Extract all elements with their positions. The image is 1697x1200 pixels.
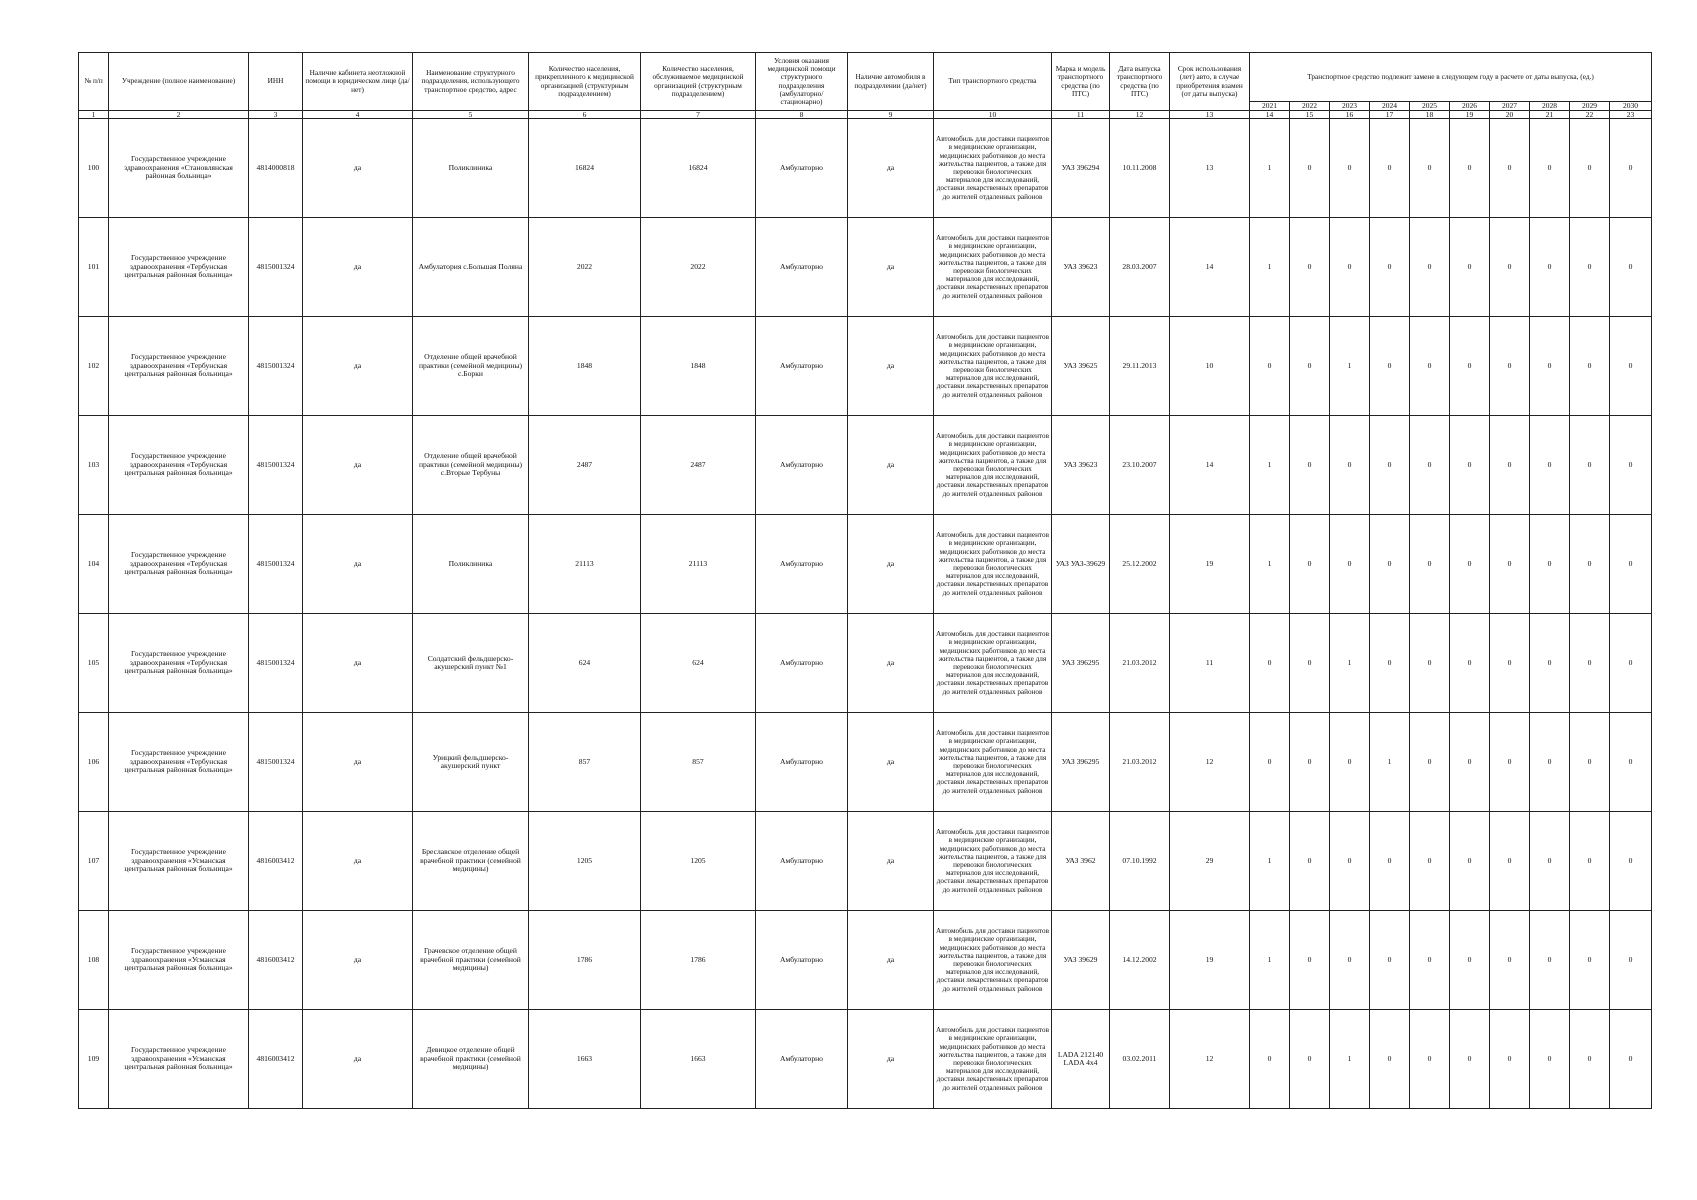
cell-replacement-2030: 0 <box>1610 614 1652 713</box>
cell-attached-population: 1848 <box>529 317 641 416</box>
column-number: 18 <box>1410 111 1450 119</box>
cell-replacement-2026: 0 <box>1450 317 1490 416</box>
cell-replacement-2024: 0 <box>1370 416 1410 515</box>
cell-replacement-2028: 0 <box>1530 119 1570 218</box>
cell-manufacture-date: 29.11.2013 <box>1110 317 1170 416</box>
column-number: 17 <box>1370 111 1410 119</box>
cell-row-number: 105 <box>79 614 109 713</box>
header-year-2025: 2025 <box>1410 102 1450 111</box>
cell-vehicle-brand: УАЗ УАЗ-39629 <box>1052 515 1110 614</box>
table-row <box>79 515 1652 614</box>
cell-manufacture-date: 25.12.2002 <box>1110 515 1170 614</box>
cell-unit-name: Поликлиника <box>413 515 529 614</box>
cell-replacement-2029: 0 <box>1570 119 1610 218</box>
cell-replacement-2029: 0 <box>1570 416 1610 515</box>
cell-unit-name: Грачевское отделение общей врачебной практики (семейной медицины) <box>413 911 529 1010</box>
column-number: 20 <box>1490 111 1530 119</box>
cell-replacement-2022: 0 <box>1290 317 1330 416</box>
column-number: 21 <box>1530 111 1570 119</box>
cell-care-conditions: Амбулаторно <box>756 317 848 416</box>
table-row <box>79 713 1652 812</box>
cell-inn: 4815001324 <box>249 614 303 713</box>
cell-care-conditions: Амбулаторно <box>756 713 848 812</box>
column-number: 12 <box>1110 111 1170 119</box>
cell-replacement-2030: 0 <box>1610 515 1652 614</box>
column-number: 15 <box>1290 111 1330 119</box>
cell-unit-name: Бреславское отделение общей врачебной практики (семейной медицины) <box>413 812 529 911</box>
header-year-2030: 2030 <box>1610 102 1652 111</box>
table-row <box>79 416 1652 515</box>
cell-usage-term: 19 <box>1170 911 1250 1010</box>
cell-row-number: 103 <box>79 416 109 515</box>
column-number: 13 <box>1170 111 1250 119</box>
cell-organization: Государственное учреждение здравоохранения «Тербунская центральная районная больница» <box>109 515 249 614</box>
cell-emergency-room: да <box>303 515 413 614</box>
cell-replacement-2021: 1 <box>1250 218 1290 317</box>
cell-vehicle-brand: LADA 212140 LADA 4x4 <box>1052 1010 1110 1109</box>
cell-care-conditions: Амбулаторно <box>756 218 848 317</box>
table-row <box>79 1010 1652 1109</box>
cell-has-vehicle: да <box>848 911 934 1010</box>
cell-replacement-2021: 1 <box>1250 119 1290 218</box>
cell-has-vehicle: да <box>848 416 934 515</box>
cell-has-vehicle: да <box>848 614 934 713</box>
cell-organization: Государственное учреждение здравоохранения «Усманская центральная районная больница» <box>109 812 249 911</box>
column-number: 23 <box>1610 111 1652 119</box>
cell-served-population: 1786 <box>641 911 756 1010</box>
cell-has-vehicle: да <box>848 812 934 911</box>
cell-vehicle-brand: УАЗ 396295 <box>1052 614 1110 713</box>
cell-inn: 4816003412 <box>249 911 303 1010</box>
header-inn: ИНН <box>249 53 303 111</box>
header-emergency-room: Наличие кабинета неотложной помощи в юридическом лице (да/нет) <box>303 53 413 111</box>
cell-replacement-2025: 0 <box>1410 713 1450 812</box>
header-has-vehicle: Наличие автомобиля в подразделении (да/нет) <box>848 53 934 111</box>
cell-replacement-2024: 0 <box>1370 911 1410 1010</box>
cell-care-conditions: Амбулаторно <box>756 416 848 515</box>
cell-vehicle-type: Автомобиль для доставки пациентов в медицинские организации, медицинских работников до места жительства пациентов, а также для перевозки биологических материалов для исследований, доставки лекарственных препаратов до жителей отдаленных районов <box>934 1010 1052 1109</box>
cell-replacement-2022: 0 <box>1290 416 1330 515</box>
cell-replacement-2028: 0 <box>1530 218 1570 317</box>
cell-replacement-2029: 0 <box>1570 812 1610 911</box>
cell-organization: Государственное учреждение здравоохранения «Усманская центральная районная больница» <box>109 911 249 1010</box>
cell-manufacture-date: 07.10.1992 <box>1110 812 1170 911</box>
header-year-2029: 2029 <box>1570 102 1610 111</box>
vehicle-replacement-table <box>78 52 1652 1109</box>
cell-replacement-2027: 0 <box>1490 911 1530 1010</box>
cell-replacement-2026: 0 <box>1450 812 1490 911</box>
header-vehicle-brand: Марка и модель транспортного средства (по ПТС) <box>1052 53 1110 111</box>
cell-manufacture-date: 10.11.2008 <box>1110 119 1170 218</box>
cell-replacement-2030: 0 <box>1610 317 1652 416</box>
cell-replacement-2030: 0 <box>1610 713 1652 812</box>
cell-organization: Государственное учреждение здравоохранения «Тербунская центральная районная больница» <box>109 614 249 713</box>
cell-replacement-2023: 0 <box>1330 713 1370 812</box>
cell-replacement-2030: 0 <box>1610 812 1652 911</box>
column-number: 5 <box>413 111 529 119</box>
cell-usage-term: 29 <box>1170 812 1250 911</box>
table-row <box>79 614 1652 713</box>
cell-care-conditions: Амбулаторно <box>756 614 848 713</box>
cell-vehicle-type: Автомобиль для доставки пациентов в медицинские организации, медицинских работников до места жительства пациентов, а также для перевозки биологических материалов для исследований, доставки лекарственных препаратов до жителей отдаленных районов <box>934 911 1052 1010</box>
cell-replacement-2026: 0 <box>1450 1010 1490 1109</box>
cell-replacement-2022: 0 <box>1290 1010 1330 1109</box>
cell-usage-term: 14 <box>1170 218 1250 317</box>
cell-emergency-room: да <box>303 812 413 911</box>
cell-usage-term: 13 <box>1170 119 1250 218</box>
cell-replacement-2025: 0 <box>1410 317 1450 416</box>
cell-replacement-2022: 0 <box>1290 911 1330 1010</box>
cell-organization: Государственное учреждение здравоохранения «Усманская центральная районная больница» <box>109 1010 249 1109</box>
cell-row-number: 106 <box>79 713 109 812</box>
header-served-population: Количество населения, обслуживаемое медицинской организацией (структурным подразделением) <box>641 53 756 111</box>
column-number: 9 <box>848 111 934 119</box>
cell-unit-name: Отделение общей врачебной практики (семейной медицины) с.Борки <box>413 317 529 416</box>
cell-served-population: 2487 <box>641 416 756 515</box>
cell-replacement-2024: 0 <box>1370 614 1410 713</box>
cell-served-population: 16824 <box>641 119 756 218</box>
cell-replacement-2025: 0 <box>1410 911 1450 1010</box>
cell-replacement-2024: 0 <box>1370 1010 1410 1109</box>
header-year-2021: 2021 <box>1250 102 1290 111</box>
cell-manufacture-date: 21.03.2012 <box>1110 614 1170 713</box>
cell-served-population: 1848 <box>641 317 756 416</box>
cell-replacement-2027: 0 <box>1490 317 1530 416</box>
cell-row-number: 107 <box>79 812 109 911</box>
cell-replacement-2029: 0 <box>1570 614 1610 713</box>
cell-organization: Государственное учреждение здравоохранения «Тербунская центральная районная больница» <box>109 416 249 515</box>
cell-replacement-2021: 0 <box>1250 713 1290 812</box>
cell-emergency-room: да <box>303 713 413 812</box>
table-row <box>79 317 1652 416</box>
header-year-2026: 2026 <box>1450 102 1490 111</box>
cell-replacement-2023: 1 <box>1330 614 1370 713</box>
cell-has-vehicle: да <box>848 713 934 812</box>
header-unit-name: Наименование структурного подразделения, использующего транспортное средство, адрес <box>413 53 529 111</box>
cell-care-conditions: Амбулаторно <box>756 515 848 614</box>
cell-replacement-2025: 0 <box>1410 218 1450 317</box>
cell-replacement-2030: 0 <box>1610 911 1652 1010</box>
cell-has-vehicle: да <box>848 515 934 614</box>
cell-replacement-2023: 0 <box>1330 515 1370 614</box>
cell-inn: 4815001324 <box>249 713 303 812</box>
cell-organization: Государственное учреждение здравоохранения «Тербунская центральная районная больница» <box>109 218 249 317</box>
cell-has-vehicle: да <box>848 218 934 317</box>
cell-usage-term: 11 <box>1170 614 1250 713</box>
column-number: 1 <box>79 111 109 119</box>
cell-replacement-2026: 0 <box>1450 119 1490 218</box>
cell-inn: 4814000818 <box>249 119 303 218</box>
cell-replacement-2026: 0 <box>1450 515 1490 614</box>
cell-attached-population: 1205 <box>529 812 641 911</box>
cell-replacement-2029: 0 <box>1570 317 1610 416</box>
column-number: 22 <box>1570 111 1610 119</box>
cell-replacement-2021: 1 <box>1250 515 1290 614</box>
cell-replacement-2028: 0 <box>1530 416 1570 515</box>
cell-attached-population: 857 <box>529 713 641 812</box>
cell-replacement-2022: 0 <box>1290 119 1330 218</box>
column-number: 8 <box>756 111 848 119</box>
cell-replacement-2029: 0 <box>1570 713 1610 812</box>
cell-row-number: 109 <box>79 1010 109 1109</box>
cell-replacement-2026: 0 <box>1450 218 1490 317</box>
cell-inn: 4815001324 <box>249 416 303 515</box>
cell-care-conditions: Амбулаторно <box>756 911 848 1010</box>
cell-replacement-2023: 0 <box>1330 119 1370 218</box>
cell-replacement-2028: 0 <box>1530 614 1570 713</box>
cell-replacement-2025: 0 <box>1410 614 1450 713</box>
cell-replacement-2025: 0 <box>1410 416 1450 515</box>
cell-replacement-2021: 0 <box>1250 317 1290 416</box>
cell-replacement-2028: 0 <box>1530 911 1570 1010</box>
table-row <box>79 812 1652 911</box>
header-year-2022: 2022 <box>1290 102 1330 111</box>
cell-vehicle-type: Автомобиль для доставки пациентов в медицинские организации, медицинских работников до места жительства пациентов, а также для перевозки биологических материалов для исследований, доставки лекарственных препаратов до жителей отдаленных районов <box>934 119 1052 218</box>
header-year-2027: 2027 <box>1490 102 1530 111</box>
cell-replacement-2029: 0 <box>1570 1010 1610 1109</box>
cell-served-population: 21113 <box>641 515 756 614</box>
cell-replacement-2024: 0 <box>1370 218 1410 317</box>
cell-replacement-2021: 1 <box>1250 911 1290 1010</box>
cell-vehicle-type: Автомобиль для доставки пациентов в медицинские организации, медицинских работников до места жительства пациентов, а также для перевозки биологических материалов для исследований, доставки лекарственных препаратов до жителей отдаленных районов <box>934 416 1052 515</box>
cell-replacement-2021: 1 <box>1250 416 1290 515</box>
column-number: 14 <box>1250 111 1290 119</box>
table-row <box>79 911 1652 1010</box>
cell-unit-name: Амбулатория с.Большая Поляна <box>413 218 529 317</box>
header-year-2028: 2028 <box>1530 102 1570 111</box>
column-number: 6 <box>529 111 641 119</box>
cell-replacement-2024: 0 <box>1370 812 1410 911</box>
cell-emergency-room: да <box>303 119 413 218</box>
header-year-2024: 2024 <box>1370 102 1410 111</box>
header-attached-population: Количество населения, прикрепленного к медицинской организацией (структурным подразделением) <box>529 53 641 111</box>
header-row-number: № п/п <box>79 53 109 111</box>
cell-replacement-2029: 0 <box>1570 911 1610 1010</box>
cell-manufacture-date: 23.10.2007 <box>1110 416 1170 515</box>
cell-replacement-2023: 1 <box>1330 317 1370 416</box>
column-number: 4 <box>303 111 413 119</box>
cell-emergency-room: да <box>303 218 413 317</box>
cell-replacement-2028: 0 <box>1530 515 1570 614</box>
cell-inn: 4816003412 <box>249 1010 303 1109</box>
cell-replacement-2030: 0 <box>1610 218 1652 317</box>
cell-usage-term: 12 <box>1170 1010 1250 1109</box>
cell-served-population: 1663 <box>641 1010 756 1109</box>
column-number: 2 <box>109 111 249 119</box>
cell-organization: Государственное учреждение здравоохранения «Тербунская центральная районная больница» <box>109 713 249 812</box>
cell-replacement-2027: 0 <box>1490 416 1530 515</box>
cell-replacement-2022: 0 <box>1290 812 1330 911</box>
cell-manufacture-date: 03.02.2011 <box>1110 1010 1170 1109</box>
cell-replacement-2028: 0 <box>1530 317 1570 416</box>
cell-usage-term: 14 <box>1170 416 1250 515</box>
cell-replacement-2022: 0 <box>1290 713 1330 812</box>
cell-replacement-2026: 0 <box>1450 713 1490 812</box>
table-row <box>79 119 1652 218</box>
column-number: 16 <box>1330 111 1370 119</box>
cell-replacement-2028: 0 <box>1530 812 1570 911</box>
column-number: 11 <box>1052 111 1110 119</box>
cell-attached-population: 2487 <box>529 416 641 515</box>
cell-has-vehicle: да <box>848 317 934 416</box>
cell-row-number: 100 <box>79 119 109 218</box>
cell-care-conditions: Амбулаторно <box>756 1010 848 1109</box>
cell-vehicle-brand: УАЗ 396295 <box>1052 713 1110 812</box>
cell-replacement-2027: 0 <box>1490 218 1530 317</box>
cell-vehicle-brand: УАЗ 396294 <box>1052 119 1110 218</box>
cell-replacement-2030: 0 <box>1610 119 1652 218</box>
cell-usage-term: 10 <box>1170 317 1250 416</box>
cell-replacement-2024: 1 <box>1370 713 1410 812</box>
cell-replacement-2027: 0 <box>1490 515 1530 614</box>
table-body <box>79 119 1652 1109</box>
cell-attached-population: 1663 <box>529 1010 641 1109</box>
header-usage-term: Срок использования (лет) авто, в случае приобретения взамен (от даты выпуска) <box>1170 53 1250 111</box>
cell-replacement-2026: 0 <box>1450 614 1490 713</box>
cell-replacement-2029: 0 <box>1570 515 1610 614</box>
cell-vehicle-type: Автомобиль для доставки пациентов в медицинские организации, медицинских работников до места жительства пациентов, а также для перевозки биологических материалов для исследований, доставки лекарственных препаратов до жителей отдаленных районов <box>934 515 1052 614</box>
cell-replacement-2027: 0 <box>1490 812 1530 911</box>
cell-unit-name: Отделение общей врачебной практики (семейной медицины) с.Вторые Тербуны <box>413 416 529 515</box>
cell-replacement-2027: 0 <box>1490 119 1530 218</box>
cell-vehicle-brand: УАЗ 3962 <box>1052 812 1110 911</box>
cell-replacement-2023: 0 <box>1330 416 1370 515</box>
cell-vehicle-brand: УАЗ 39623 <box>1052 416 1110 515</box>
cell-emergency-room: да <box>303 614 413 713</box>
cell-replacement-2029: 0 <box>1570 218 1610 317</box>
header-organization: Учреждение (полное наименование) <box>109 53 249 111</box>
column-number: 7 <box>641 111 756 119</box>
cell-vehicle-type: Автомобиль для доставки пациентов в медицинские организации, медицинских работников до места жительства пациентов, а также для перевозки биологических материалов для исследований, доставки лекарственных препаратов до жителей отдаленных районов <box>934 218 1052 317</box>
cell-inn: 4815001324 <box>249 515 303 614</box>
cell-replacement-2027: 0 <box>1490 713 1530 812</box>
cell-row-number: 102 <box>79 317 109 416</box>
cell-replacement-2026: 0 <box>1450 911 1490 1010</box>
cell-replacement-2024: 0 <box>1370 515 1410 614</box>
header-vehicle-type: Тип транспортного средства <box>934 53 1052 111</box>
column-number: 19 <box>1450 111 1490 119</box>
cell-usage-term: 12 <box>1170 713 1250 812</box>
cell-attached-population: 21113 <box>529 515 641 614</box>
cell-vehicle-brand: УАЗ 39625 <box>1052 317 1110 416</box>
cell-row-number: 108 <box>79 911 109 1010</box>
cell-replacement-2024: 0 <box>1370 119 1410 218</box>
cell-vehicle-type: Автомобиль для доставки пациентов в медицинские организации, медицинских работников до места жительства пациентов, а также для перевозки биологических материалов для исследований, доставки лекарственных препаратов до жителей отдаленных районов <box>934 614 1052 713</box>
cell-replacement-2030: 0 <box>1610 416 1652 515</box>
cell-manufacture-date: 21.03.2012 <box>1110 713 1170 812</box>
cell-usage-term: 19 <box>1170 515 1250 614</box>
column-number: 10 <box>934 111 1052 119</box>
cell-replacement-2023: 0 <box>1330 218 1370 317</box>
cell-care-conditions: Амбулаторно <box>756 812 848 911</box>
cell-inn: 4816003412 <box>249 812 303 911</box>
cell-replacement-2022: 0 <box>1290 515 1330 614</box>
cell-replacement-2021: 0 <box>1250 1010 1290 1109</box>
cell-replacement-2028: 0 <box>1530 1010 1570 1109</box>
cell-organization: Государственное учреждение здравоохранения «Тербунская центральная районная больница» <box>109 317 249 416</box>
header-year-2023: 2023 <box>1330 102 1370 111</box>
cell-row-number: 101 <box>79 218 109 317</box>
cell-unit-name: Урицкий фельдшерско-акушерский пункт <box>413 713 529 812</box>
cell-manufacture-date: 14.12.2002 <box>1110 911 1170 1010</box>
cell-replacement-2025: 0 <box>1410 1010 1450 1109</box>
cell-has-vehicle: да <box>848 1010 934 1109</box>
cell-replacement-2025: 0 <box>1410 812 1450 911</box>
cell-attached-population: 1786 <box>529 911 641 1010</box>
cell-served-population: 857 <box>641 713 756 812</box>
header-replacement-years: Транспортное средство подлежит замене в следующем году в расчете от даты выпуска, (ед.) <box>1250 53 1652 102</box>
cell-emergency-room: да <box>303 911 413 1010</box>
cell-replacement-2021: 0 <box>1250 614 1290 713</box>
cell-attached-population: 2022 <box>529 218 641 317</box>
cell-replacement-2021: 1 <box>1250 812 1290 911</box>
cell-attached-population: 624 <box>529 614 641 713</box>
cell-attached-population: 16824 <box>529 119 641 218</box>
cell-vehicle-brand: УАЗ 39629 <box>1052 911 1110 1010</box>
cell-replacement-2025: 0 <box>1410 119 1450 218</box>
cell-unit-name: Девицкое отделение общей врачебной практики (семейной медицины) <box>413 1010 529 1109</box>
cell-emergency-room: да <box>303 317 413 416</box>
cell-vehicle-type: Автомобиль для доставки пациентов в медицинские организации, медицинских работников до места жительства пациентов, а также для перевозки биологических материалов для исследований, доставки лекарственных препаратов до жителей отдаленных районов <box>934 317 1052 416</box>
table-row <box>79 218 1652 317</box>
cell-served-population: 624 <box>641 614 756 713</box>
cell-replacement-2027: 0 <box>1490 1010 1530 1109</box>
cell-has-vehicle: да <box>848 119 934 218</box>
header-manufacture-date: Дата выпуска транспортного средства (по ПТС) <box>1110 53 1170 111</box>
cell-unit-name: Поликлиника <box>413 119 529 218</box>
column-number: 3 <box>249 111 303 119</box>
cell-replacement-2026: 0 <box>1450 416 1490 515</box>
cell-vehicle-brand: УАЗ 39623 <box>1052 218 1110 317</box>
cell-replacement-2022: 0 <box>1290 218 1330 317</box>
cell-organization: Государственное учреждение здравоохранения «Становлянская районная больница» <box>109 119 249 218</box>
cell-row-number: 104 <box>79 515 109 614</box>
cell-replacement-2024: 0 <box>1370 317 1410 416</box>
cell-served-population: 1205 <box>641 812 756 911</box>
cell-emergency-room: да <box>303 416 413 515</box>
column-number-row <box>79 111 1652 119</box>
header-care-conditions: Условия оказания медицинской помощи структурного подразделения (амбулаторно/ стационарно) <box>756 53 848 111</box>
cell-served-population: 2022 <box>641 218 756 317</box>
cell-emergency-room: да <box>303 1010 413 1109</box>
cell-replacement-2030: 0 <box>1610 1010 1652 1109</box>
cell-inn: 4815001324 <box>249 317 303 416</box>
cell-replacement-2027: 0 <box>1490 614 1530 713</box>
cell-manufacture-date: 28.03.2007 <box>1110 218 1170 317</box>
cell-vehicle-type: Автомобиль для доставки пациентов в медицинские организации, медицинских работников до места жительства пациентов, а также для перевозки биологических материалов для исследований, доставки лекарственных препаратов до жителей отдаленных районов <box>934 713 1052 812</box>
cell-replacement-2025: 0 <box>1410 515 1450 614</box>
cell-replacement-2028: 0 <box>1530 713 1570 812</box>
cell-replacement-2022: 0 <box>1290 614 1330 713</box>
cell-vehicle-type: Автомобиль для доставки пациентов в медицинские организации, медицинских работников до места жительства пациентов, а также для перевозки биологических материалов для исследований, доставки лекарственных препаратов до жителей отдаленных районов <box>934 812 1052 911</box>
cell-care-conditions: Амбулаторно <box>756 119 848 218</box>
cell-unit-name: Солдатский фельдшерско-акушерский пункт №1 <box>413 614 529 713</box>
cell-inn: 4815001324 <box>249 218 303 317</box>
cell-replacement-2023: 1 <box>1330 1010 1370 1109</box>
cell-replacement-2023: 0 <box>1330 911 1370 1010</box>
cell-replacement-2023: 0 <box>1330 812 1370 911</box>
